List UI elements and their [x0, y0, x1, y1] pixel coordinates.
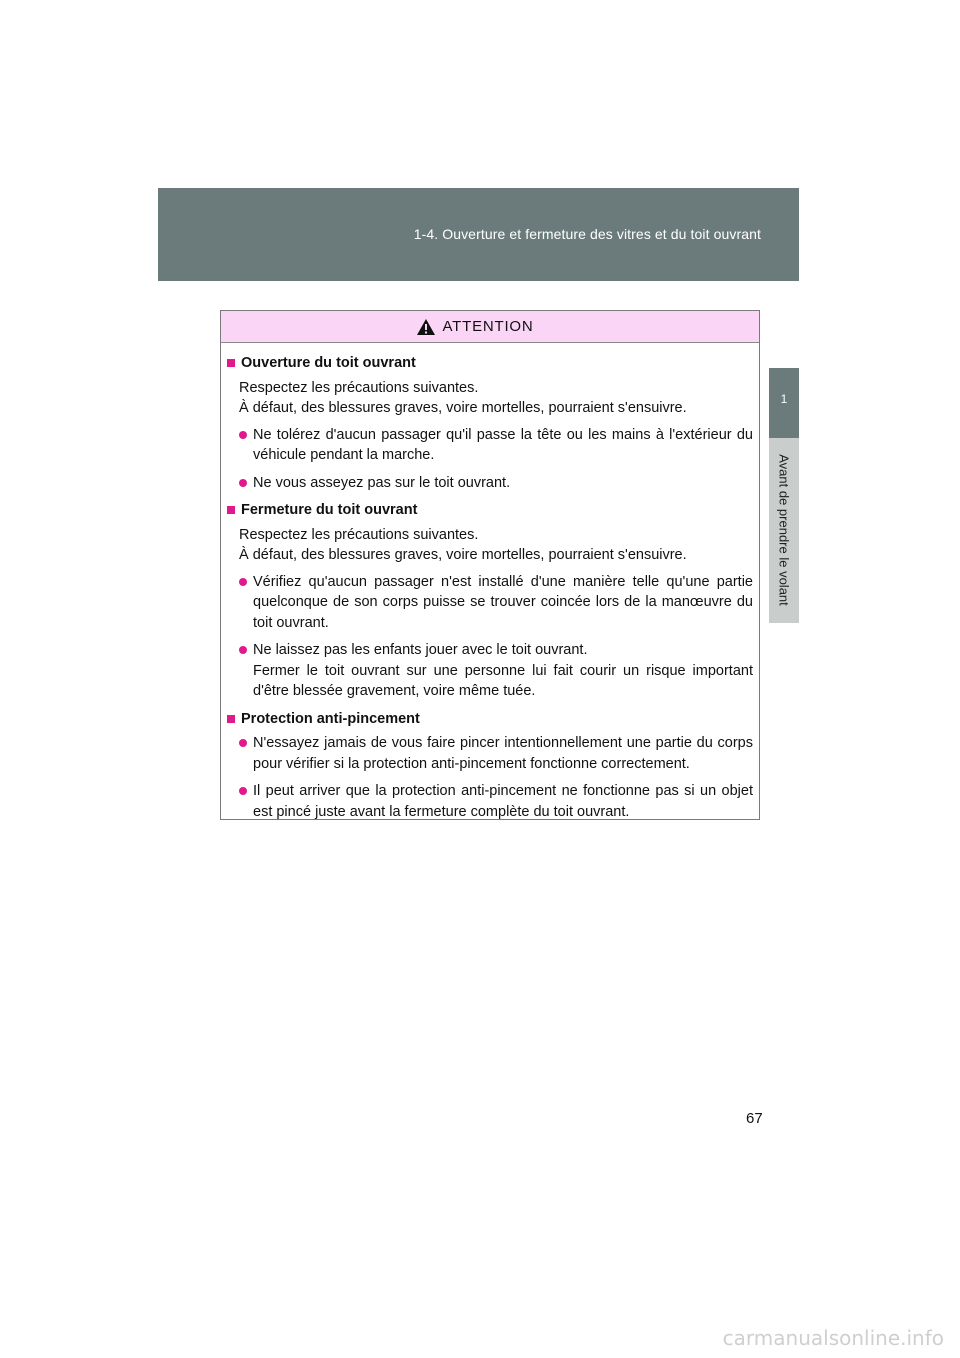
- circle-bullet-icon: [239, 431, 247, 439]
- section-heading: Protection anti-pincement: [227, 709, 753, 730]
- circle-bullet-icon: [239, 646, 247, 654]
- list-item: Ne vous asseyez pas sur le toit ouvrant.: [227, 473, 753, 494]
- chapter-label: Avant de prendre le volant: [776, 454, 792, 606]
- section-intro: Respectez les précautions suivantes. À défaut, des blessures graves, voire mortelles, pourraient s'ensuivre.: [239, 379, 687, 416]
- section-heading: Ouverture du toit ouvrant: [227, 353, 753, 374]
- list-item: Ne tolérez d'aucun passager qu'il passe la tête ou les mains à l'extérieur du véhicule pendant la marche.: [227, 425, 753, 466]
- list-item: Vérifiez qu'aucun passager n'est installé d'une manière telle qu'une partie quelconque de son corps puisse se trouver coincée lors de la manœuvre du toit ouvrant.: [227, 572, 753, 634]
- circle-bullet-icon: [239, 739, 247, 747]
- list-item: Il peut arriver que la protection anti-pincement ne fonctionne pas si un objet est pincé juste avant la fermeture complète du toit ouvrant.: [227, 781, 753, 822]
- section-intro: Respectez les précautions suivantes. À défaut, des blessures graves, voire mortelles, pourraient s'ensuivre.: [239, 526, 687, 563]
- circle-bullet-icon: [239, 787, 247, 795]
- list-item: Ne laissez pas les enfants jouer avec le toit ouvrant. Fermer le toit ouvrant sur une personne lui fait courir un risque important d'être blessée gravement, voire même tuée.: [227, 640, 753, 702]
- circle-bullet-icon: [239, 578, 247, 586]
- warning-triangle-icon: [416, 318, 436, 336]
- section-heading: Fermeture du toit ouvrant: [227, 500, 753, 521]
- circle-bullet-icon: [239, 479, 247, 487]
- chapter-number: 1: [780, 392, 788, 406]
- square-bullet-icon: [227, 359, 235, 367]
- attention-header: [221, 311, 759, 343]
- chapter-header-band: [158, 188, 799, 281]
- attention-title: ATTENTION: [442, 318, 534, 335]
- list-item: N'essayez jamais de vous faire pincer intentionnellement une partie du corps pour vérifier si la protection anti-pincement fonctionne correctement.: [227, 733, 753, 774]
- chapter-label-tab: [769, 438, 799, 623]
- watermark: carmanualsonline.info: [722, 1326, 944, 1350]
- square-bullet-icon: [227, 506, 235, 514]
- chapter-number-tab: [769, 368, 799, 438]
- attention-box: [220, 310, 760, 820]
- square-bullet-icon: [227, 715, 235, 723]
- chapter-title: 1-4. Ouverture et fermeture des vitres et du toit ouvrant: [413, 226, 761, 242]
- attention-body: [221, 343, 759, 822]
- page-number: 67: [746, 1110, 763, 1127]
